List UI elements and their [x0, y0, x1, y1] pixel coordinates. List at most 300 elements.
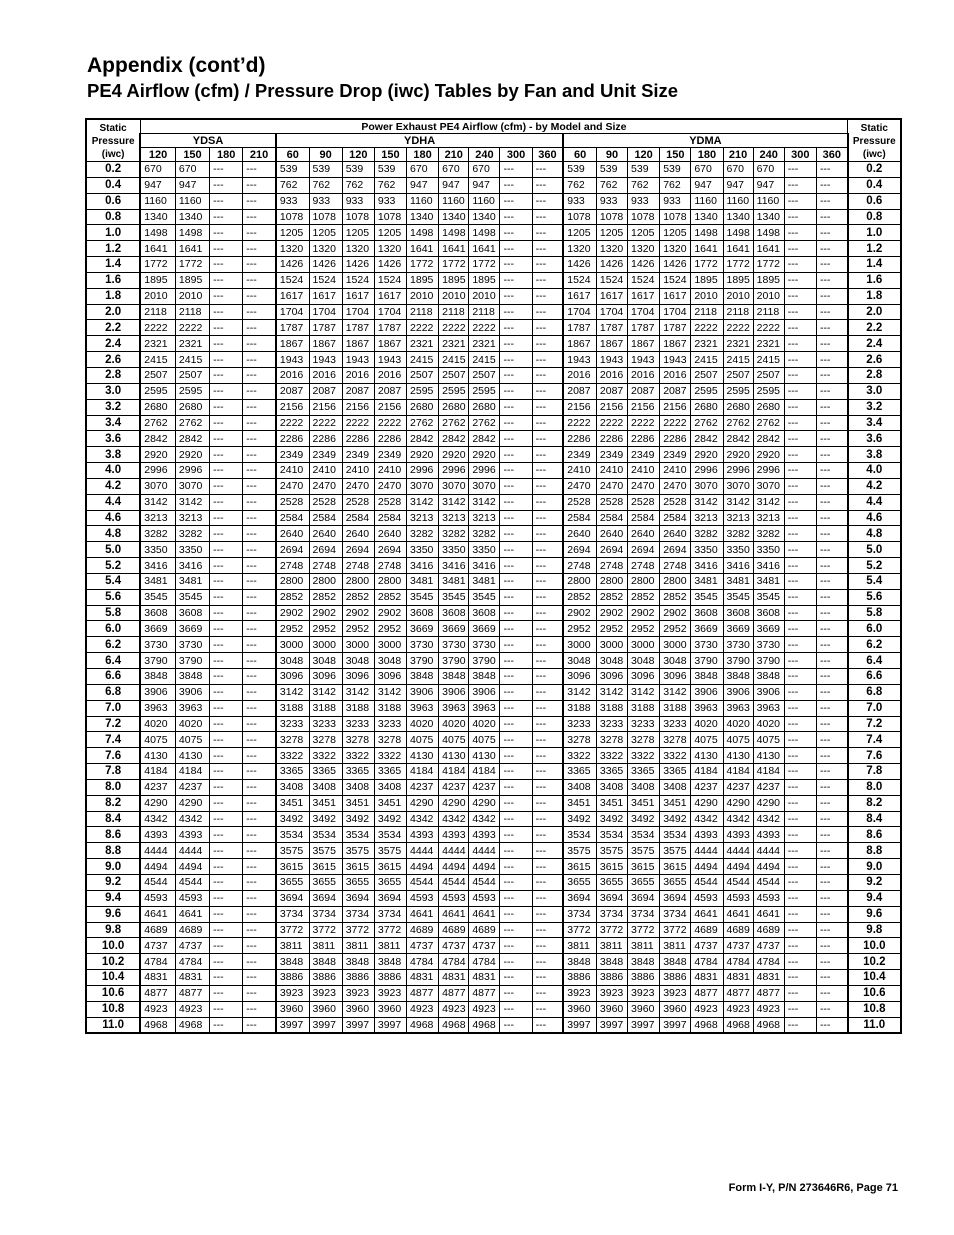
airflow-cell: 3492 — [628, 811, 660, 827]
airflow-cell: --- — [532, 1017, 563, 1033]
static-pressure-cell: 0.6 — [86, 193, 140, 209]
airflow-cell: 3963 — [691, 700, 723, 716]
table-row — [86, 463, 901, 479]
airflow-cell: --- — [210, 399, 243, 415]
airflow-cell: 1787 — [276, 320, 309, 336]
airflow-cell: 4290 — [407, 795, 439, 811]
airflow-cell: 4544 — [723, 874, 753, 890]
airflow-cell: --- — [243, 257, 276, 273]
airflow-cell: 3534 — [276, 827, 309, 843]
airflow-cell: 2507 — [407, 367, 439, 383]
airflow-cell: 3322 — [276, 748, 309, 764]
airflow-cell: 3575 — [628, 843, 660, 859]
static-pressure-cell: 9.8 — [86, 922, 140, 938]
airflow-cell: --- — [243, 241, 276, 257]
airflow-cell: 1943 — [276, 352, 309, 368]
airflow-cell: 3451 — [276, 795, 309, 811]
airflow-cell: 1524 — [374, 272, 406, 288]
airflow-cell: --- — [243, 352, 276, 368]
airflow-cell: 762 — [628, 177, 660, 193]
airflow-cell: 3655 — [596, 874, 627, 890]
airflow-cell: --- — [816, 700, 847, 716]
airflow-cell: 2470 — [660, 478, 691, 494]
airflow-cell: 2902 — [276, 605, 309, 621]
table-row — [86, 669, 901, 685]
airflow-cell: 1426 — [563, 257, 596, 273]
airflow-cell: 2222 — [276, 415, 309, 431]
airflow-cell: 4184 — [469, 764, 500, 780]
airflow-cell: 3233 — [660, 716, 691, 732]
static-pressure-cell: 2.2 — [848, 320, 901, 336]
airflow-cell: 3322 — [596, 748, 627, 764]
airflow-cell: 3615 — [628, 859, 660, 875]
airflow-cell: --- — [816, 447, 847, 463]
airflow-cell: 947 — [439, 177, 469, 193]
static-pressure-cell: 9.4 — [86, 890, 140, 906]
airflow-cell: 3848 — [563, 954, 596, 970]
airflow-cell: --- — [500, 890, 532, 906]
airflow-cell: 3575 — [660, 843, 691, 859]
airflow-cell: --- — [210, 526, 243, 542]
airflow-cell: 2996 — [175, 463, 209, 479]
airflow-cell: --- — [210, 684, 243, 700]
airflow-cell: 2996 — [753, 463, 784, 479]
airflow-cell: 3416 — [407, 558, 439, 574]
airflow-cell: 3048 — [309, 653, 342, 669]
airflow-cell: 933 — [309, 193, 342, 209]
airflow-cell: 1704 — [374, 304, 406, 320]
static-pressure-cell: 7.6 — [848, 748, 901, 764]
airflow-cell: 4290 — [140, 795, 175, 811]
airflow-cell: 4689 — [407, 922, 439, 938]
airflow-cell: --- — [210, 304, 243, 320]
airflow-cell: 1895 — [469, 272, 500, 288]
table-row — [86, 542, 901, 558]
airflow-cell: --- — [816, 336, 847, 352]
static-pressure-cell: 2.6 — [848, 352, 901, 368]
airflow-cell: --- — [210, 177, 243, 193]
airflow-cell: --- — [784, 336, 816, 352]
airflow-cell: --- — [816, 573, 847, 589]
airflow-cell: 3608 — [691, 605, 723, 621]
airflow-cell: 4444 — [469, 843, 500, 859]
airflow-cell: 1078 — [563, 209, 596, 225]
airflow-cell: --- — [243, 177, 276, 193]
airflow-cell: 2286 — [596, 431, 627, 447]
airflow-cell: 1320 — [309, 241, 342, 257]
airflow-cell: 3790 — [175, 653, 209, 669]
airflow-cell: 3278 — [342, 732, 374, 748]
airflow-cell: --- — [784, 589, 816, 605]
airflow-cell: 1787 — [342, 320, 374, 336]
airflow-cell: --- — [816, 1001, 847, 1017]
airflow-cell: 4784 — [407, 954, 439, 970]
airflow-cell: --- — [784, 225, 816, 241]
airflow-cell: 2010 — [407, 288, 439, 304]
static-pressure-cell: 5.0 — [86, 542, 140, 558]
airflow-cell: --- — [816, 795, 847, 811]
airflow-cell: --- — [532, 874, 563, 890]
static-pressure-cell: 3.2 — [848, 399, 901, 415]
airflow-cell: --- — [816, 478, 847, 494]
airflow-cell: 2222 — [660, 415, 691, 431]
airflow-cell: --- — [243, 605, 276, 621]
page-footer: Form I-Y, P/N 273646R6, Page 71 — [728, 1182, 898, 1194]
airflow-cell: 2694 — [309, 542, 342, 558]
airflow-cell: --- — [816, 463, 847, 479]
airflow-cell: 4130 — [469, 748, 500, 764]
airflow-cell: 3278 — [309, 732, 342, 748]
airflow-cell: 2584 — [596, 510, 627, 526]
airflow-cell: 3730 — [175, 637, 209, 653]
airflow-cell: 3416 — [140, 558, 175, 574]
airflow-cell: 2842 — [691, 431, 723, 447]
airflow-cell: 1320 — [596, 241, 627, 257]
size-header: 120 — [140, 148, 175, 162]
airflow-cell: 3734 — [596, 906, 627, 922]
airflow-cell: 4923 — [723, 1001, 753, 1017]
airflow-cell: 2952 — [596, 621, 627, 637]
static-pressure-cell: 10.2 — [86, 954, 140, 970]
airflow-cell: 3481 — [175, 573, 209, 589]
airflow-cell: 3730 — [691, 637, 723, 653]
airflow-cell: --- — [500, 193, 532, 209]
airflow-cell: 933 — [596, 193, 627, 209]
airflow-cell: 2902 — [660, 605, 691, 621]
table-row — [86, 954, 901, 970]
airflow-cell: 4689 — [691, 922, 723, 938]
airflow-cell: --- — [532, 494, 563, 510]
static-pressure-cell: 0.4 — [848, 177, 901, 193]
airflow-cell: --- — [532, 653, 563, 669]
airflow-cell: 3213 — [175, 510, 209, 526]
airflow-cell: 4184 — [753, 764, 784, 780]
airflow-cell: 1340 — [175, 209, 209, 225]
airflow-cell: 3188 — [309, 700, 342, 716]
static-pressure-cell: 7.6 — [86, 748, 140, 764]
airflow-cell: 3923 — [563, 985, 596, 1001]
airflow-cell: 3070 — [175, 478, 209, 494]
airflow-cell: 3694 — [374, 890, 406, 906]
airflow-cell: --- — [210, 890, 243, 906]
airflow-cell: 2222 — [628, 415, 660, 431]
static-pressure-cell: 6.2 — [848, 637, 901, 653]
airflow-cell: --- — [816, 621, 847, 637]
static-pressure-cell: 1.8 — [86, 288, 140, 304]
table-row — [86, 478, 901, 494]
airflow-cell: 3282 — [723, 526, 753, 542]
airflow-cell: --- — [500, 716, 532, 732]
airflow-cell: 4237 — [753, 779, 784, 795]
airflow-cell: --- — [816, 399, 847, 415]
airflow-cell: --- — [532, 336, 563, 352]
airflow-cell: 670 — [175, 162, 209, 178]
airflow-cell: 1160 — [140, 193, 175, 209]
airflow-cell: 4130 — [723, 748, 753, 764]
airflow-cell: --- — [500, 272, 532, 288]
airflow-cell: 1867 — [309, 336, 342, 352]
airflow-cell: 3848 — [628, 954, 660, 970]
static-pressure-cell: 7.8 — [848, 764, 901, 780]
airflow-cell: 4075 — [753, 732, 784, 748]
airflow-cell: --- — [243, 542, 276, 558]
airflow-cell: 2222 — [691, 320, 723, 336]
airflow-cell: --- — [210, 193, 243, 209]
airflow-cell: 2528 — [596, 494, 627, 510]
airflow-cell: 3096 — [309, 669, 342, 685]
airflow-cell: --- — [816, 938, 847, 954]
airflow-cell: 3669 — [439, 621, 469, 637]
airflow-cell: 2222 — [374, 415, 406, 431]
airflow-cell: 1787 — [628, 320, 660, 336]
static-pressure-cell: 6.8 — [848, 684, 901, 700]
airflow-cell: 1704 — [342, 304, 374, 320]
airflow-cell: 4342 — [723, 811, 753, 827]
airflow-cell: 762 — [309, 177, 342, 193]
airflow-cell: 3906 — [407, 684, 439, 700]
airflow-cell: 2902 — [374, 605, 406, 621]
airflow-cell: 3365 — [596, 764, 627, 780]
airflow-cell: 3492 — [596, 811, 627, 827]
airflow-cell: --- — [816, 431, 847, 447]
airflow-cell: 3188 — [660, 700, 691, 716]
airflow-cell: --- — [243, 827, 276, 843]
static-pressure-cell: 11.0 — [86, 1017, 140, 1033]
airflow-cell: --- — [784, 320, 816, 336]
static-pressure-cell: 5.2 — [86, 558, 140, 574]
airflow-cell: 3906 — [140, 684, 175, 700]
airflow-cell: 3000 — [660, 637, 691, 653]
airflow-cell: 3669 — [407, 621, 439, 637]
airflow-cell: 2016 — [628, 367, 660, 383]
airflow-cell: 3188 — [563, 700, 596, 716]
airflow-cell: --- — [816, 637, 847, 653]
airflow-cell: 3322 — [309, 748, 342, 764]
airflow-cell: 1617 — [660, 288, 691, 304]
airflow-cell: 1641 — [439, 241, 469, 257]
static-pressure-cell: 6.8 — [86, 684, 140, 700]
airflow-cell: 1160 — [407, 193, 439, 209]
airflow-cell: --- — [243, 272, 276, 288]
airflow-cell: 2286 — [660, 431, 691, 447]
airflow-cell: --- — [500, 510, 532, 526]
table-row — [86, 367, 901, 383]
airflow-cell: 3365 — [276, 764, 309, 780]
airflow-cell: --- — [243, 209, 276, 225]
airflow-cell: 2920 — [140, 447, 175, 463]
airflow-cell: 4544 — [140, 874, 175, 890]
airflow-cell: 3048 — [596, 653, 627, 669]
airflow-cell: 1943 — [342, 352, 374, 368]
airflow-cell: 4237 — [175, 779, 209, 795]
airflow-cell: --- — [532, 732, 563, 748]
airflow-cell: 3492 — [660, 811, 691, 827]
airflow-cell: 3790 — [753, 653, 784, 669]
airflow-cell: 2087 — [660, 383, 691, 399]
airflow-cell: 3655 — [628, 874, 660, 890]
airflow-cell: 933 — [374, 193, 406, 209]
model-header-ydma: YDMA — [563, 134, 847, 148]
airflow-cell: --- — [784, 1001, 816, 1017]
airflow-cell: 933 — [628, 193, 660, 209]
airflow-cell: 4393 — [469, 827, 500, 843]
size-header: 210 — [243, 148, 276, 162]
airflow-cell: 3886 — [374, 970, 406, 986]
airflow-cell: 3790 — [691, 653, 723, 669]
airflow-cell: 4290 — [469, 795, 500, 811]
static-pressure-cell: 5.4 — [86, 573, 140, 589]
airflow-cell: 3734 — [563, 906, 596, 922]
airflow-cell: 3848 — [596, 954, 627, 970]
airflow-cell: 3481 — [140, 573, 175, 589]
airflow-cell: 3365 — [342, 764, 374, 780]
airflow-cell: --- — [500, 700, 532, 716]
airflow-cell: 4184 — [691, 764, 723, 780]
airflow-cell: 3608 — [140, 605, 175, 621]
airflow-cell: 3000 — [342, 637, 374, 653]
airflow-cell: 1895 — [407, 272, 439, 288]
airflow-cell: 3730 — [439, 637, 469, 653]
static-pressure-label-line: Pressure — [852, 136, 896, 147]
airflow-cell: 1320 — [374, 241, 406, 257]
airflow-cell: 1205 — [563, 225, 596, 241]
airflow-cell: 3790 — [140, 653, 175, 669]
airflow-cell: 3534 — [309, 827, 342, 843]
airflow-cell: --- — [500, 938, 532, 954]
airflow-cell: 2222 — [753, 320, 784, 336]
airflow-cell: 4444 — [439, 843, 469, 859]
table-row — [86, 526, 901, 542]
airflow-cell: 2010 — [439, 288, 469, 304]
airflow-cell: 4784 — [140, 954, 175, 970]
airflow-cell: 1704 — [276, 304, 309, 320]
airflow-cell: 2470 — [276, 478, 309, 494]
airflow-cell: --- — [784, 985, 816, 1001]
airflow-cell: --- — [243, 589, 276, 605]
airflow-cell: 1787 — [374, 320, 406, 336]
airflow-cell: --- — [210, 1001, 243, 1017]
airflow-cell: 3886 — [276, 970, 309, 986]
airflow-cell: --- — [816, 669, 847, 685]
airflow-cell: --- — [816, 684, 847, 700]
airflow-cell: 2415 — [175, 352, 209, 368]
airflow-cell: 1426 — [660, 257, 691, 273]
airflow-cell: --- — [784, 352, 816, 368]
airflow-cell: --- — [210, 795, 243, 811]
airflow-cell: --- — [500, 399, 532, 415]
airflow-cell: 4342 — [469, 811, 500, 827]
airflow-cell: 3906 — [753, 684, 784, 700]
airflow-cell: 2410 — [309, 463, 342, 479]
airflow-cell: 2584 — [309, 510, 342, 526]
airflow-cell: 2470 — [374, 478, 406, 494]
static-pressure-cell: 5.6 — [86, 589, 140, 605]
airflow-cell: 3848 — [439, 669, 469, 685]
airflow-cell: 1205 — [374, 225, 406, 241]
static-pressure-cell: 2.8 — [86, 367, 140, 383]
airflow-cell: 4641 — [691, 906, 723, 922]
airflow-cell: 2640 — [276, 526, 309, 542]
airflow-cell: --- — [500, 669, 532, 685]
airflow-cell: 2286 — [309, 431, 342, 447]
airflow-cell: 4237 — [691, 779, 723, 795]
airflow-cell: --- — [532, 795, 563, 811]
airflow-cell: 1641 — [469, 241, 500, 257]
static-pressure-cell: 0.8 — [848, 209, 901, 225]
static-pressure-cell: 8.4 — [848, 811, 901, 827]
airflow-cell: 3669 — [753, 621, 784, 637]
airflow-cell: 3545 — [407, 589, 439, 605]
airflow-cell: --- — [210, 241, 243, 257]
airflow-cell: 2902 — [628, 605, 660, 621]
airflow-cell: --- — [500, 1001, 532, 1017]
airflow-cell: 1943 — [563, 352, 596, 368]
airflow-cell: --- — [243, 938, 276, 954]
airflow-cell: 4737 — [175, 938, 209, 954]
airflow-cell: 4075 — [175, 732, 209, 748]
airflow-cell: 1943 — [596, 352, 627, 368]
airflow-cell: --- — [784, 843, 816, 859]
table-row — [86, 589, 901, 605]
airflow-cell: 3408 — [563, 779, 596, 795]
airflow-cell: 1426 — [628, 257, 660, 273]
airflow-cell: --- — [816, 890, 847, 906]
airflow-cell: 4689 — [439, 922, 469, 938]
airflow-cell: 3669 — [469, 621, 500, 637]
model-header-ydha: YDHA — [276, 134, 563, 148]
static-pressure-cell: 8.0 — [848, 779, 901, 795]
airflow-cell: 1772 — [691, 257, 723, 273]
airflow-cell: 1320 — [342, 241, 374, 257]
airflow-cell: 2842 — [753, 431, 784, 447]
airflow-cell: 3278 — [374, 732, 406, 748]
airflow-cell: --- — [210, 257, 243, 273]
airflow-cell: 3233 — [309, 716, 342, 732]
airflow-cell: 2010 — [469, 288, 500, 304]
airflow-cell: 947 — [140, 177, 175, 193]
airflow-cell: 3848 — [691, 669, 723, 685]
airflow-cell: 3655 — [342, 874, 374, 890]
airflow-cell: 3848 — [309, 954, 342, 970]
airflow-cell: --- — [500, 225, 532, 241]
airflow-cell: 3960 — [660, 1001, 691, 1017]
airflow-cell: 3142 — [276, 684, 309, 700]
airflow-cell: --- — [816, 716, 847, 732]
airflow-cell: 3615 — [342, 859, 374, 875]
airflow-cell: 1617 — [374, 288, 406, 304]
airflow-cell: --- — [500, 954, 532, 970]
airflow-cell: 2852 — [342, 589, 374, 605]
airflow-cell: 2415 — [407, 352, 439, 368]
static-pressure-cell: 5.8 — [848, 605, 901, 621]
airflow-cell: --- — [532, 352, 563, 368]
airflow-cell: 2748 — [628, 558, 660, 574]
airflow-cell: 2952 — [563, 621, 596, 637]
airflow-cell: --- — [210, 288, 243, 304]
size-header: 90 — [596, 148, 627, 162]
airflow-cell: 2415 — [753, 352, 784, 368]
static-pressure-cell: 8.8 — [86, 843, 140, 859]
airflow-cell: 1524 — [628, 272, 660, 288]
static-pressure-cell: 6.6 — [86, 669, 140, 685]
airflow-cell: --- — [500, 827, 532, 843]
airflow-cell: --- — [243, 367, 276, 383]
airflow-cell: --- — [784, 890, 816, 906]
static-pressure-cell: 5.0 — [848, 542, 901, 558]
airflow-cell: 2528 — [276, 494, 309, 510]
airflow-cell: 2010 — [753, 288, 784, 304]
airflow-cell: --- — [210, 811, 243, 827]
